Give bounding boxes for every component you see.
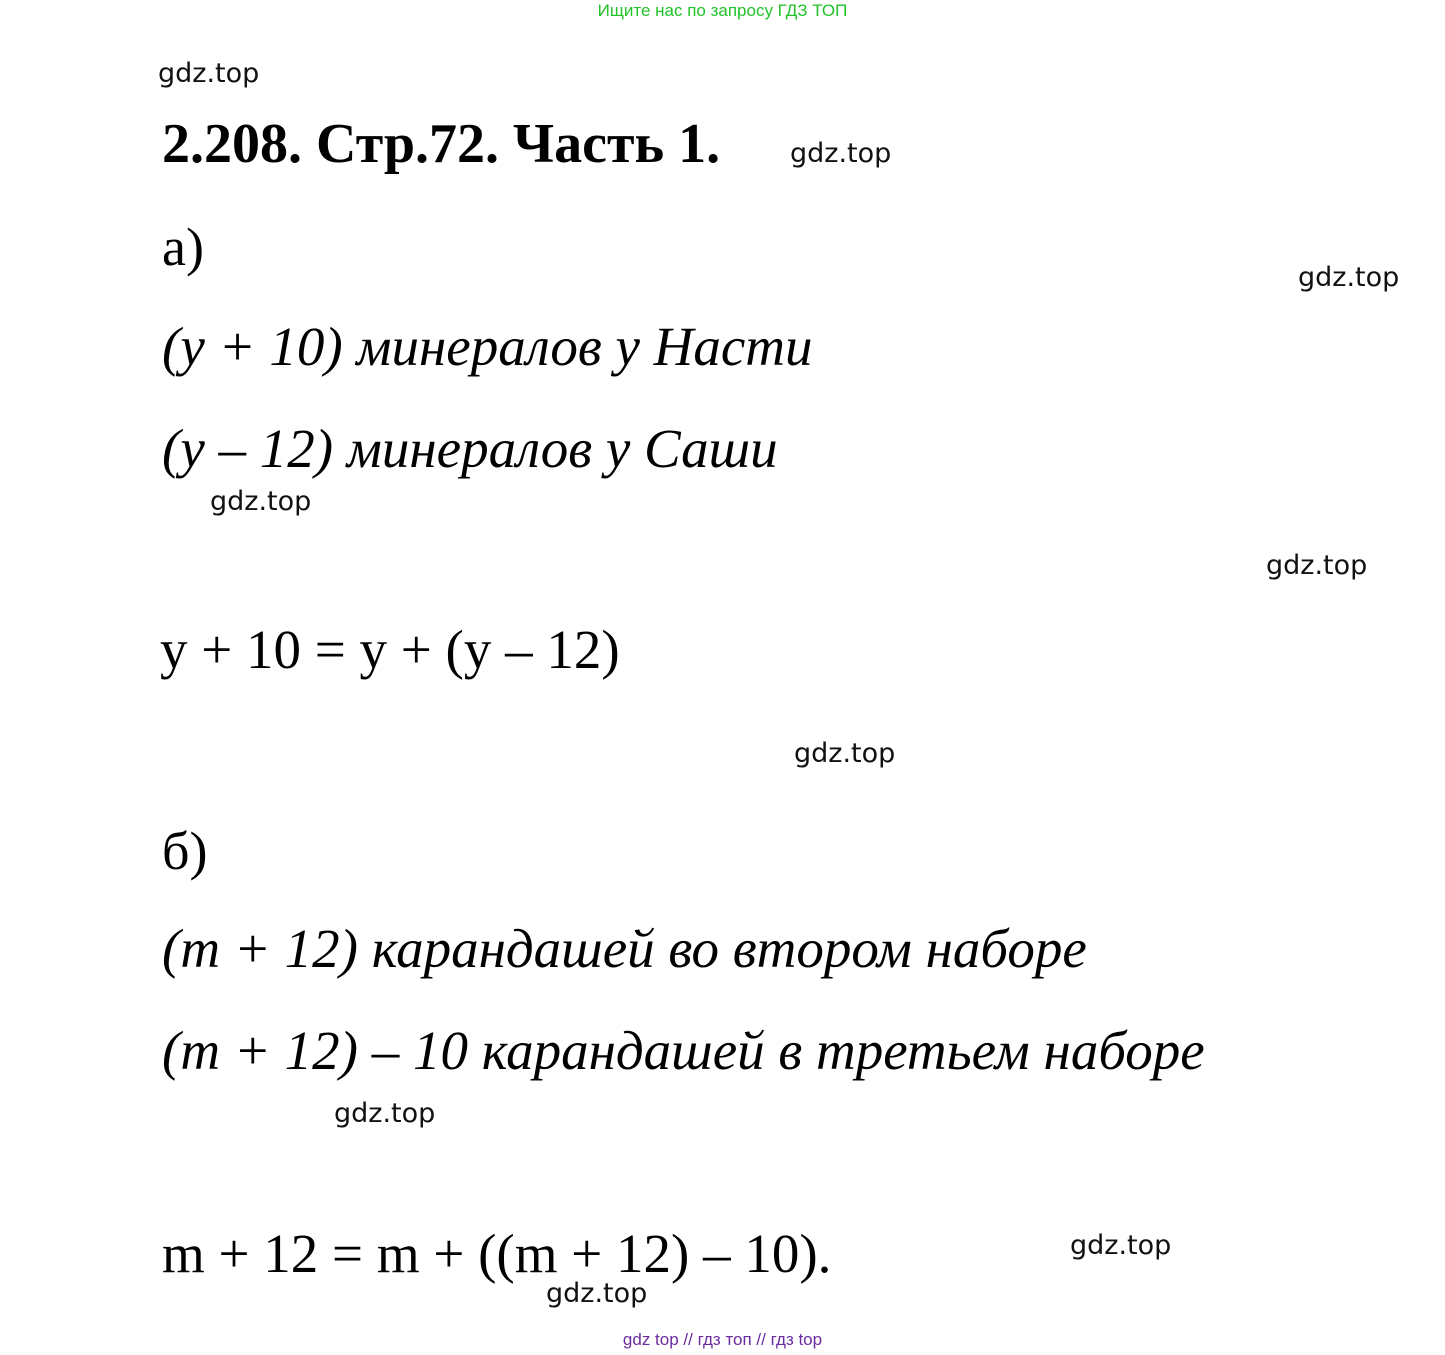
page-title: 2.208. Стр.72. Часть 1.: [162, 113, 721, 175]
part-b-label: б): [162, 821, 208, 881]
watermark: gdz.top: [790, 138, 892, 169]
part-a-label: а): [162, 217, 204, 277]
watermark: gdz.top: [210, 486, 312, 517]
footer-links: gdz top // гдз топ // гдз top: [622, 1330, 823, 1349]
top-banner: Ищите нас по запросу ГДЗ ТОП: [597, 1, 848, 20]
watermark: gdz.top: [1070, 1230, 1172, 1261]
watermark: gdz.top: [1266, 550, 1368, 581]
watermark: gdz.top: [794, 738, 896, 769]
part-b-line-2: (m + 12) – 10 карандашей в третьем наборе: [162, 1020, 1205, 1081]
part-b-line-1: (m + 12) карандашей во втором наборе: [162, 918, 1087, 979]
watermark: gdz.top: [546, 1278, 648, 1309]
part-a-equation: у + 10 = у + (у – 12): [160, 619, 620, 680]
part-a-line-1: (у + 10) минералов у Насти: [162, 316, 813, 377]
watermark: gdz.top: [158, 58, 260, 89]
watermark: gdz.top: [1298, 262, 1400, 293]
part-b-equation: m + 12 = m + ((m + 12) – 10).: [162, 1223, 832, 1284]
watermark: gdz.top: [334, 1098, 436, 1129]
part-a-line-2: (у – 12) минералов у Саши: [162, 418, 778, 479]
